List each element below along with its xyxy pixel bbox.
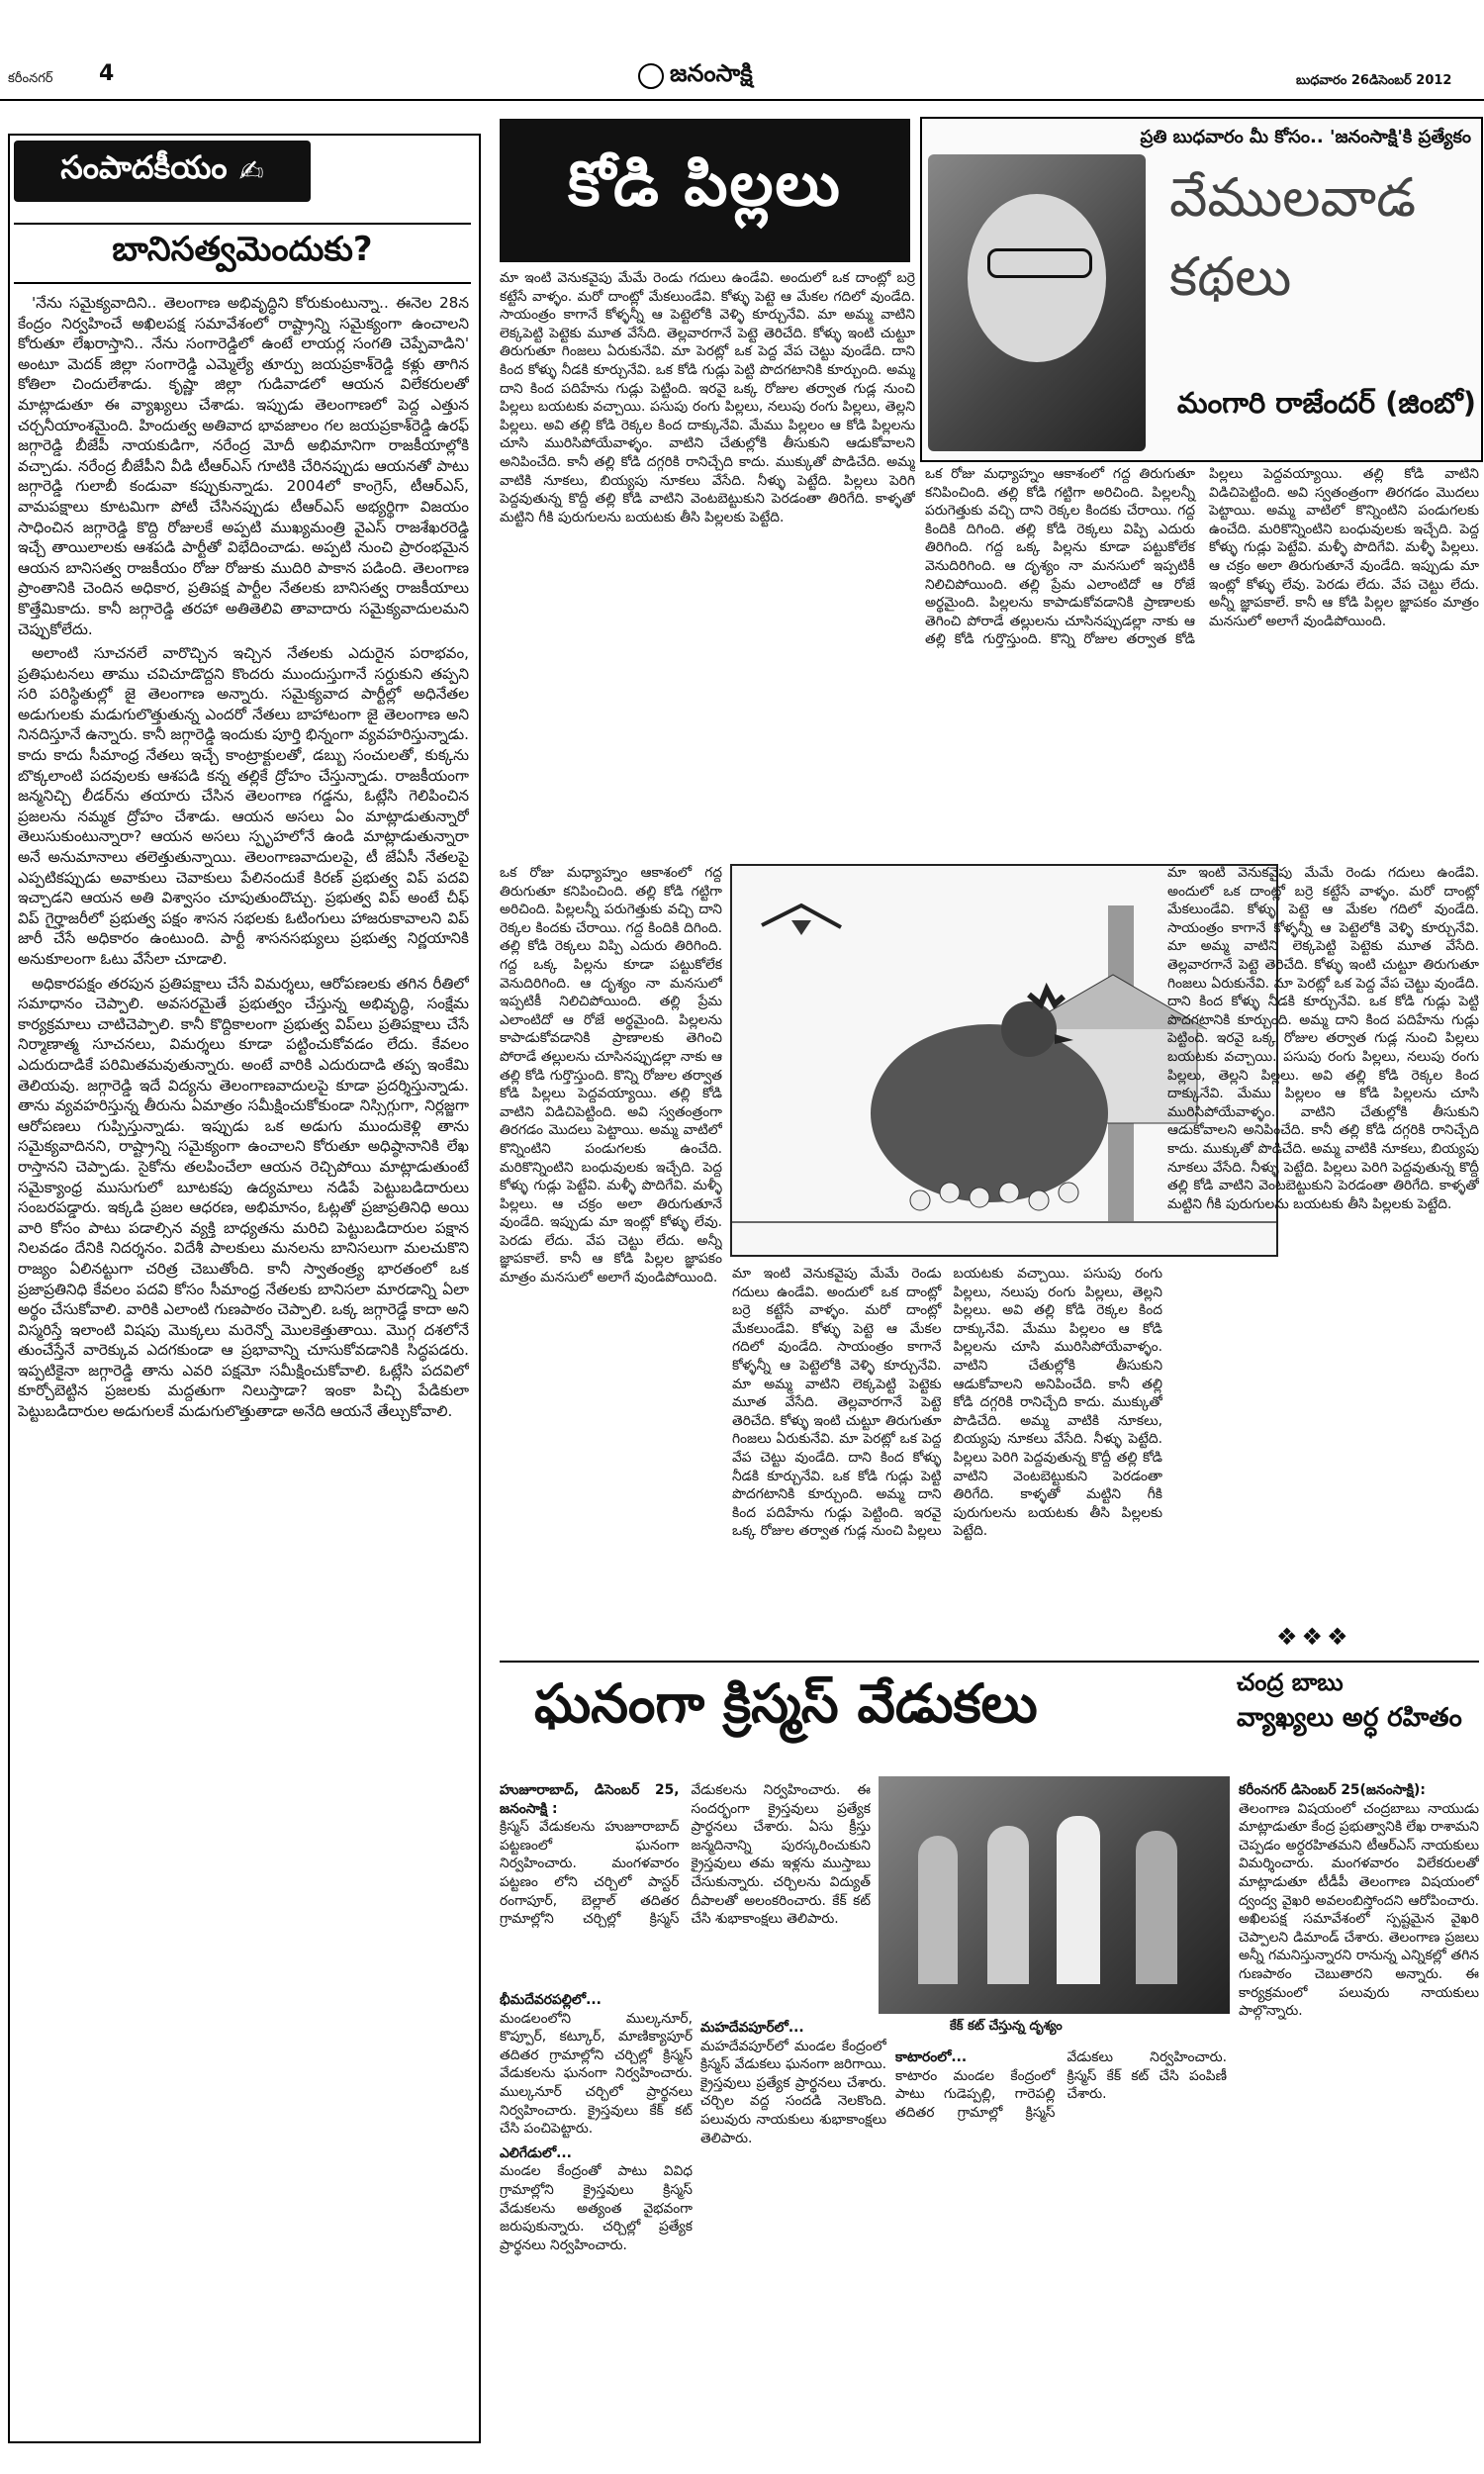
header-rule — [0, 99, 1484, 101]
christmas-subhead: ఎలిగేడులో... — [500, 2144, 572, 2161]
side-headline: వ్యాఖ్యలు అర్ధ రహితం — [1237, 1703, 1462, 1733]
masthead-title: జనంసాక్షి — [670, 59, 753, 87]
story-title: కోడి పిల్లలు — [568, 146, 842, 220]
header-location: కరీంనగర్ — [8, 71, 53, 86]
christmas-text: క్రిస్మస్ వేడుకలను హుజూరాబాద్ పట్టణంలో ఘనంగా నిర్వహించారు. మంగళవారం పట్టణం లోని చర్చిలో పాస్టర్ రంగాపూర్, బెల్లాల్ తదితర గ్రామాల్లోని చర్చిల్లో క్రిస్మస్ వేడుకలను నిర్వహించారు. ఈ సందర్భంగా క్రైస్తవులు ప్రత్యేక ప్రార్థనలు చేశారు. ఏసు క్రీస్తు జన్మదినాన్ని పురస్కరించుకుని క్రైస్తవులు తమ ఇళ్లను ముస్తాబు చేసుకున్నారు. చర్చిలను విద్యుత్ దీపాలతో అలంకరించారు. కేక్ కట్ చేసి శుభాకాంక్షలు తెలిపారు. — [500, 1782, 871, 1928]
christmas-text-5: కాటారం మండల కేంద్రంలో పాటు గుడెప్పల్లి, గారెపల్లి తదితర గ్రామాల్లో క్రిస్మస్ వేడుకలు నిర్వహించారు. క్రిస్మస్ కేక్ కట్ చేసి పంపిణీ చేశారు. — [895, 2049, 1227, 2121]
side-text: తెలంగాణ విషయంలో చంద్రబాబు నాయుడు మాట్లాడుతూ కేంద్ర ప్రభుత్వానికి లేఖ రాశామని చెప్పడం అర్ధరహితమని టీఆర్‌ఎస్ నాయకులు విమర్శించారు. మంగళవారం విలేకరులతో మాట్లాడుతూ టీడీపీ తెలంగాణ విషయంలో ద్వంద్వ వైఖరి అవలంబిస్తోందని ఆరోపించారు. అఖిలపక్ష సమావేశంలో స్పష్టమైన వైఖరి చెప్పాలని డిమాండ్ చేశారు. తెలంగాణ ప్రజలు అన్నీ గమనిస్తున్నారని రానున్న ఎన్నికల్లో తగిన గుణపాఠం చెబుతారని అన్నారు. ఈ కార్యక్రమంలో పలువురు నాయకులు పాల్గొన్నారు. — [1239, 1800, 1479, 2020]
christmas-subhead: కాటారంలో... — [895, 2049, 968, 2065]
editorial-headline: బానిసత్వమెందుకు? — [112, 230, 373, 269]
editorial-label-text: సంపాదకీయం — [60, 148, 228, 186]
story-text-bottom: మా ఇంటి వెనుకవైపు మేమే రెండు గదులు ఉండేవి. అందులో ఒక దాంట్లో బర్రె కట్టేసే వాళ్ళం. మరో దాంట్లో మేకలుండేవి. కోళ్ళు పెట్టె ఆ మేకల గదిలో వుండేది. సాయంత్రం కాగానే కోళ్ళన్నీ ఆ పెట్టెలోకి వెళ్ళి కూర్చునేవి. మా అమ్మ వాటిని లెక్కపెట్టి పెట్టెకు మూత వేసేది. తెల్లవారగానే పెట్టె తెరిచేది. కోళ్ళు ఇంటి చుట్టూ తిరుగుతూ గింజలు ఏరుకునేవి. మా పెరట్లో ఒక పెద్ద వేప చెట్టు వుండేది. దాని కింద కోళ్ళు నీడకి కూర్చునేవి. ఒక కోడి గుడ్లు పెట్టి పొదగటానికి కూర్చుంది. అమ్మ దాని కింద పదిహేను గుడ్లు పెట్టింది. ఇరవై ఒక్క రోజుల తర్వాత గుడ్ల నుంచి పిల్లలు బయటకు వచ్చాయి. పసుపు రంగు పిల్లలు, నలుపు రంగు పిల్లలు, తెల్లని పిల్లలు. అవి తల్లి కోడి రెక్కల కింద దాక్కునేవి. మేము పిల్లలం ఆ కోడి పిల్లలను చూసి మురిసిపోయేవాళ్ళం. వాటిని చేతుల్లోకి తీసుకుని ఆడుకోవాలని అనిపించేది. కానీ తల్లి కోడి దగ్గరికి రానిచ్చేది కాదు. ముక్కుతో పొడిచేది. అమ్మ వాటికి నూకలు, బియ్యపు నూకలు వేసేది. నీళ్ళు పెట్టేది. పిల్లలు పెరిగి పెద్దవుతున్న కొద్దీ తల్లి కోడి వాటిని వెంటబెట్టుకుని పెరడంతా తిరిగేది. కాళ్ళతో మట్టిని గీకి పురుగులను బయటకు తీసి పిల్లలకు పెట్టేది. — [732, 1266, 1162, 1540]
series-tag: ప్రతి బుధవారం మీ కోసం.. 'జనంసాక్షి'కి ప్రత్యేకం — [1140, 127, 1471, 147]
editorial-paragraph: అధికారపక్షం తరపున ప్రతిపక్షాలు చేసే విమర్శలు, ఆరోపణలకు తగిన రీతిలో సమాధానం చెప్పాలి. అవసరమైతే ప్రభుత్వం చేస్తున్న అభివృద్ధి, సంక్షేమ కార్యక్రమాలు చాటిచెప్పాలి. కానీ కొద్దికాలంగా ప్రభుత్వ విప్‌లు ప్రతిపక్షాలు చేసే నిర్మాణాత్మ సూచనలు, విమర్శలు కూడా పట్టించుకోవడం లేదు. కేవలం ఎదురుదాడికే పరిమితమవుతున్నారు. అంటే వారికి ఎదురుదాడి తప్ప ఇంకేమి తెలియవు. జగ్గారెడ్డి ఇదే విద్యను తెలంగాణవాదులపై కూడా ప్రదర్శిస్తున్నాడు. తాను వ్యవహరిస్తున్న తీరును ఏమాత్రం సమీక్షించుకోకుండా నిస్సిగ్గుగా, నిర్లజ్జగా ఆరోపణలు గుప్పిస్తున్నాడు. ఇప్పుడు ఒక అడుగు ముందుకెళ్లి తాను సమైక్యవాదినని, రాష్ట్రాన్ని సమైక్యంగా ఉంచాలని కోరుతూ అధిష్ఠానానికి లేఖ రాస్తానని చెప్పాడు. సైకోను తలపించేలా ఆయన రెచ్చిపోయి మాట్లాడుతుంటే సమైక్యాంధ్ర ముసుగులో బూటకపు ఉద్యమాలు నడిపే పెట్టుబడిదారులు సంబరపడ్డారు. ఇక్కడి ప్రజల ఆధరణ, అభిమానం, ఓట్లతో ప్రజాప్రతినిధి అయి వారి కోసం పాటు పడాల్సిన వ్యక్తి బాధ్యతను మరిచి పెట్టుబడిదారుల పక్షాన నిలవడం దేనికి నిదర్శనం. విదేశీ పాలకులు మనలను బానిసలుగా మలచుకొని రాజ్యం ఏలినట్టుగా చరిత్ర చెబుతోంది. కానీ స్వాతంత్ర్య భారతంలో ఒక ప్రజాప్రతినిధి కేవలం పదవి కోసం సీమాంధ్ర నేతలకు బానిసలా మారడాన్ని ఏలా అర్థం చేసుకోవాలి. వారికి ఎలాంటి గుణపాఠం చెప్పాలి. ఒక్క జగ్గారెడ్డే కాదా అని విస్మరిస్తే ఇలాంటి విషపు మొక్కలు మరెన్నో మొలకెత్తుతాయి. మొగ్గ దశలోనే తుంచేస్తేనే వారెక్కువ ఎదగకుండా ఆ ప్రభావాన్ని చూసుకోవడానికి సిద్ధపడరు. ఇప్పటికైనా జగ్గారెడ్డి తాను ఎవరి పక్షమో సమీక్షించుకోవాలి. ఓట్లేసి పదవిలో కూర్చోబెట్టిన ప్రజలకు మద్దతుగా నిలుస్తాడా? ఇంకా పిచ్చి పేడికులా పెట్టుబడిదారుల అడుగులకే మడుగులొత్తుతాడా అనేది ఆయనే తేల్చుకోవాలి. — [18, 974, 469, 1421]
christmas-text-4: మహదేవపూర్‌లో మండల కేంద్రంలో క్రిస్మస్ వేడుకలు ఘనంగా జరిగాయి. క్రైస్తవులు ప్రత్యేక ప్రార్థనలు చేశారు. చర్చిల వద్ద సందడి నెలకొంది. పలువురు నాయకులు శుభాకాంక్షలు తెలిపారు. — [700, 2038, 886, 2146]
christmas-photo-caption: కేక్ కట్ చేస్తున్న దృశ్యం — [950, 2019, 1063, 2034]
christmas-body — [500, 1781, 871, 1979]
masthead — [638, 59, 753, 93]
side-body — [1239, 1781, 1479, 2454]
christmas-headline: ఘనంగా క్రిస్మస్ వేడుకలు — [534, 1672, 1038, 1735]
christmas-col-2 — [700, 2019, 886, 2454]
christmas-col-1 — [500, 1991, 693, 2456]
editorial-rule-2 — [14, 282, 471, 284]
christmas-subhead: భీమదేవరపల్లిలో... — [500, 1992, 602, 2008]
author-photo — [928, 154, 1146, 451]
page-number: 4 — [99, 61, 115, 86]
story-author: మంగారి రాజేందర్ (జింబో) — [1176, 386, 1476, 420]
pen-icon: ✍ — [238, 153, 264, 189]
editorial-paragraph: 'నేను సమైక్యవాదిని.. తెలంగాణ అభివృద్ధిని కోరుకుంటున్నా.. ఈనెల 28న కేంద్రం నిర్వహించే అఖిలపక్ష సమావేశంలో రాష్ట్రాన్ని సమైక్యంగా ఉంచాలని కోరుతూ లేఖరాస్తాని.. నేను సంగారెడ్డిలో ఉంటే లాయర్ల సంగతి చెప్పేవాడిని' అంటూ మెదక్ జిల్లా సంగారెడ్డి ఎమ్మెల్యే తూర్పు జయప్రకాశ్‌రెడ్డి కళ్లు తాగిన కోతిలా చిందులేశాడు. కృష్ణా జిల్లా గుడివాడలో ఆయన విలేకరులతో మాట్లాడుతూ ఈ వ్యాఖ్యలు చేశాడు. ఇప్పుడు తెలంగాణలో పెద్ద ఎత్తున చర్చనీయాంశమైంది. హిందుత్వ అతివాద భావజాలం గల జయప్రకాశ్‌రెడ్డి ఉరఫ్ జగ్గారెడ్డి బీజేపీ నాయకుడిగా, నరేంద్ర మోదీ అభిమానిగా రాజకీయాల్లోకి వచ్చాడు. నరేంద్ర బీజేపీని వీడి టీఆర్‌ఎస్ గూటికి చేరినప్పుడు ఆయనతో పాటు జగ్గారెడ్డి గులాబీ కండువా కప్పుకున్నాడు. 2004లో కాంగ్రెస్, టీఆర్‌ఎస్, వామపక్షాలు కూటమిగా పోటీ చేసినప్పుడు టీఆర్‌ఎస్ అభ్యర్థిగా విజయం సాధించిన జగ్గారెడ్డి కొద్ది రోజులకే అప్పటి ముఖ్యమంత్రి వైఎస్ రాజశేఖరరెడ్డి ఇచ్చే తాయిలాలకు ఆశపడి పార్టీతో విభేదించాడు. అప్పటి నుంచి ప్రారంభమైన ఆయన బానిసత్వ రాజకీయం రోజు రోజుకు ముదిరి పాకాన పడింది. తెలంగాణ ప్రాంతానికి చెందిన అధికార, ప్రతిపక్ష పార్టీల నేతలకు బానిసత్వ రాజకీయాలు కొత్తేమికాదు. కానీ జగ్గారెడ్డి తరహా అతితెలివి తావాదారు సమైక్యవాదులమని చెప్పుకోలేదు. — [18, 294, 469, 638]
story-text-left-lower: ఒక రోజు మధ్యాహ్నం ఆకాశంలో గద్ద తిరుగుతూ కనిపించింది. తల్లి కోడి గట్టిగా అరిచింది. పిల్లలన్నీ పరుగెత్తుకు వచ్చి దాని రెక్కల కిందకు చేరాయి. గద్ద కిందికి దిగింది. తల్లి కోడి రెక్కలు విప్పి ఎదురు తిరిగింది. గద్ద ఒక్క పిల్లను కూడా పట్టుకోలేక వెనుదిరిగింది. ఆ దృశ్యం నా మనసులో ఇప్పటికీ నిలిచిపోయింది. తల్లి ప్రేమ ఎలాంటిదో ఆ రోజే అర్థమైంది. పిల్లలను కాపాడుకోవడానికి ప్రాణాలకు తెగించి పోరాడే తల్లులను చూసినప్పుడల్లా నాకు ఆ తల్లి కోడి గుర్తొస్తుంది. కొన్ని రోజుల తర్వాత కోడి పిల్లలు పెద్దవయ్యాయి. తల్లి కోడి వాటిని విడిచిపెట్టింది. అవి స్వతంత్రంగా తిరగడం మొదలు పెట్టాయి. అమ్మ వాటిలో కొన్నింటిని పండుగలకు ఉంచేది. మరికొన్నింటిని బంధువులకు ఇచ్చేది. పెద్ద కోళ్ళు గుడ్లు పెట్టేవి. మళ్ళీ పొదిగేవి. మళ్ళీ పిల్లలు. ఆ చక్రం అలా తిరుగుతూనే వుండేది. ఇప్పుడు మా ఇంట్లో కోళ్ళు లేవు. పెరడు లేదు. వేప చెట్టు లేదు. అన్నీ జ్ఞాపకాలే. కానీ ఆ కోడి పిల్లల జ్ఞాపకం మాత్రం మనసులో అలాగే వుండిపోయింది. — [500, 865, 722, 1286]
masthead-logo-icon — [638, 63, 664, 89]
editorial-rule — [14, 223, 471, 225]
story-title-box — [500, 119, 910, 262]
author-banner — [920, 117, 1483, 462]
christmas-text-2: మండలంలోని ముల్కనూర్, కొప్పూర్, కట్కూర్, మాణిక్యాపూర్ తదితర గ్రామాల్లోని చర్చిల్లో క్రిస్మస్ వేడుకలను ఘనంగా నిర్వహించారు. ముల్కనూర్ చర్చిలో ప్రార్థనలు నిర్వహించారు. క్రైస్తవులు కేక్ కట్ చేసి పంచిపెట్టారు. — [500, 2010, 693, 2138]
christmas-photo — [879, 1776, 1230, 2014]
section-rule — [500, 1661, 1479, 1663]
side-dateline: కరీంనగర్ డిసెంబర్ 25(జనంసాక్షి): — [1239, 1782, 1426, 1798]
story-text-right: ఒక రోజు మధ్యాహ్నం ఆకాశంలో గద్ద తిరుగుతూ కనిపించింది. తల్లి కోడి గట్టిగా అరిచింది. పిల్లలన్నీ పరుగెత్తుకు వచ్చి దాని రెక్కల కిందకు చేరాయి. గద్ద కిందికి దిగింది. తల్లి కోడి రెక్కలు విప్పి ఎదురు తిరిగింది. గద్ద ఒక్క పిల్లను కూడా పట్టుకోలేక వెనుదిరిగింది. ఆ దృశ్యం నా మనసులో ఇప్పటికీ నిలిచిపోయింది. తల్లి ప్రేమ ఎలాంటిదో ఆ రోజే అర్థమైంది. పిల్లలను కాపాడుకోవడానికి ప్రాణాలకు తెగించి పోరాడే తల్లులను చూసినప్పుడల్లా నాకు ఆ తల్లి కోడి గుర్తొస్తుంది. కొన్ని రోజుల తర్వాత కోడి పిల్లలు పెద్దవయ్యాయి. తల్లి కోడి వాటిని విడిచిపెట్టింది. అవి స్వతంత్రంగా తిరగడం మొదలు పెట్టాయి. అమ్మ వాటిలో కొన్నింటిని పండుగలకు ఉంచేది. మరికొన్నింటిని బంధువులకు ఇచ్చేది. పెద్ద కోళ్ళు గుడ్లు పెట్టేవి. మళ్ళీ పొదిగేవి. మళ్ళీ పిల్లలు. ఆ చక్రం అలా తిరుగుతూనే వుండేది. ఇప్పుడు మా ఇంట్లో కోళ్ళు లేవు. పెరడు లేదు. వేప చెట్టు లేదు. అన్నీ జ్ఞాపకాలే. కానీ ఆ కోడి పిల్లల జ్ఞాపకం మాత్రం మనసులో అలాగే వుండిపోయింది. — [925, 466, 1479, 648]
christmas-subhead: మహదేవపూర్‌లో... — [700, 2020, 804, 2036]
series-name: వేములవాడ కథలు — [1169, 166, 1417, 308]
side-byline: చంద్ర బాబు — [1237, 1668, 1344, 1696]
story-text-far-right: మా ఇంటి వెనుకవైపు మేమే రెండు గదులు ఉండేవి. అందులో ఒక దాంట్లో బర్రె కట్టేసే వాళ్ళం. మరో దాంట్లో మేకలుండేవి. కోళ్ళు పెట్టె ఆ మేకల గదిలో వుండేది. సాయంత్రం కాగానే కోళ్ళన్నీ ఆ పెట్టెలోకి వెళ్ళి కూర్చునేవి. మా అమ్మ వాటిని లెక్కపెట్టి పెట్టెకు మూత వేసేది. తెల్లవారగానే పెట్టె తెరిచేది. కోళ్ళు ఇంటి చుట్టూ తిరుగుతూ గింజలు ఏరుకునేవి. మా పెరట్లో ఒక పెద్ద వేప చెట్టు వుండేది. దాని కింద కోళ్ళు నీడకి కూర్చునేవి. ఒక కోడి గుడ్లు పెట్టి పొదగటానికి కూర్చుంది. అమ్మ దాని కింద పదిహేను గుడ్లు పెట్టింది. ఇరవై ఒక్క రోజుల తర్వాత గుడ్ల నుంచి పిల్లలు బయటకు వచ్చాయి. పసుపు రంగు పిల్లలు, నలుపు రంగు పిల్లలు, తెల్లని పిల్లలు. అవి తల్లి కోడి రెక్కల కింద దాక్కునేవి. మేము పిల్లలం ఆ కోడి పిల్లలను చూసి మురిసిపోయేవాళ్ళం. వాటిని చేతుల్లోకి తీసుకుని ఆడుకోవాలని అనిపించేది. కానీ తల్లి కోడి దగ్గరికి రానిచ్చేది కాదు. ముక్కుతో పొడిచేది. అమ్మ వాటికి నూకలు, బియ్యపు నూకలు వేసేది. నీళ్ళు పెట్టేది. పిల్లలు పెరిగి పెద్దవుతున్న కొద్దీ తల్లి కోడి వాటిని వెంటబెట్టుకుని పెరడంతా తిరిగేది. కాళ్ళతో మట్టిని గీకి పురుగులను బయటకు తీసి పిల్లలకు పెట్టేది. — [1167, 865, 1479, 1212]
editorial-section-label — [14, 141, 311, 202]
story-end-mark: ❖❖❖ — [1276, 1623, 1352, 1651]
christmas-dateline: హుజూరాబాద్, డిసెంబర్ 25, జనంసాక్షి : — [500, 1782, 680, 1817]
story-text-top: మా ఇంటి వెనుకవైపు మేమే రెండు గదులు ఉండేవి. అందులో ఒక దాంట్లో బర్రె కట్టేసే వాళ్ళం. మరో దాంట్లో మేకలుండేవి. కోళ్ళు పెట్టె ఆ మేకల గదిలో వుండేది. సాయంత్రం కాగానే కోళ్ళన్నీ ఆ పెట్టెలోకి వెళ్ళి కూర్చునేవి. మా అమ్మ వాటిని లెక్కపెట్టి పెట్టెకు మూత వేసేది. తెల్లవారగానే పెట్టె తెరిచేది. కోళ్ళు ఇంటి చుట్టూ తిరుగుతూ గింజలు ఏరుకునేవి. మా పెరట్లో ఒక పెద్ద వేప చెట్టు వుండేది. దాని కింద కోళ్ళు నీడకి కూర్చునేవి. ఒక కోడి గుడ్లు పెట్టి పొదగటానికి కూర్చుంది. అమ్మ దాని కింద పదిహేను గుడ్లు పెట్టింది. ఇరవై ఒక్క రోజుల తర్వాత గుడ్ల నుంచి పిల్లలు బయటకు వచ్చాయి. పసుపు రంగు పిల్లలు, నలుపు రంగు పిల్లలు, తెల్లని పిల్లలు. అవి తల్లి కోడి రెక్కల కింద దాక్కునేవి. మేము పిల్లలం ఆ కోడి పిల్లలను చూసి మురిసిపోయేవాళ్ళం. వాటిని చేతుల్లోకి తీసుకుని ఆడుకోవాలని అనిపించేది. కానీ తల్లి కోడి దగ్గరికి రానిచ్చేది కాదు. ముక్కుతో పొడిచేది. అమ్మ వాటికి నూకలు, బియ్యపు నూకలు వేసేది. నీళ్ళు పెట్టేది. పిల్లలు పెరిగి పెద్దవుతున్న కొద్దీ తల్లి కోడి వాటిని వెంటబెట్టుకుని పెరడంతా తిరిగేది. కాళ్ళతో మట్టిని గీకి పురుగులను బయటకు తీసి పిల్లలకు పెట్టేది. — [500, 270, 915, 525]
editorial-paragraph: అలాంటి సూచనలే వారొచ్చిన ఇచ్చిన నేతలకు ఎదురైన పరాభవం, ప్రతిఘటనలు తాము చవిచూడొద్దని కొందరు ముందుస్తుగానే సర్దుకుని తప్పని సరి పరిస్థితుల్లో జై తెలంగాణ అన్నారు. సమైక్యవాద పార్టీల్లో అధినేతల అడుగులకు మడుగులొత్తుతున్న ఎందరో నేతలు బాహాటంగా జై తెలంగాణ అని నినదిస్తూనే ఉన్నారు. కానీ జగ్గారెడ్డి ఇందుకు పూర్తి భిన్నంగా వ్యవహరిస్తున్నాడు. కాదు కాదు సీమాంధ్ర నేతలు ఇచ్చే కాంట్రాక్టులతో, డబ్బు సంచులతో, కుక్కను బొక్కలాంటి పదవులకు ఆశపడి కన్న తల్లికే ద్రోహం చేస్తున్నాడు. రాజకీయంగా జన్మనిచ్చి లీడర్‌ను తయారు చేసిన తెలంగాణ గడ్డను, ఓట్లేసి గెలిపించిన ప్రజలను నమ్మక ద్రోహం చేశాడు. ఆయన అసలు ఏం మాట్లాడుతున్నారో తెలుసుకుంటున్నారా? ఆయన అసలు స్పృహలోనే ఉండి మాట్లాడుతున్నారా అనే అనుమానాలు తలెత్తుతున్నాయి. తెలంగాణవాదులపై, టీ జేఏసీ నేతలపై ఎప్పటికప్పుడు అవాకులు చెవాకులు పేలినందుకే కిరణ్ ప్రభుత్వ విప్ పదవి ఇచ్చాడని ఆయన అతి విశ్వాసం చూపుతుందొచ్చు. ప్రభుత్వ విప్ అంటే చీఫ్ విప్ గైర్హాజరీలో ప్రభుత్వ పక్షం శాసన సభలకు ఓటింగులు హాజరుకావాలని విప్ జారీ చేసే అధికారం ఉంటుంది. పార్టీ శాసనసభ్యులు ప్రభుత్వ నిర్ణయానికి అనుకూలంగా ఓటు వేసేలా చూడాలి. — [18, 644, 469, 968]
christmas-col-3 — [895, 2048, 1227, 2454]
editorial-body — [18, 293, 469, 2430]
christmas-text-3: మండల కేంద్రంతో పాటు వివిధ గ్రామాల్లోని క్రైస్తవులు క్రిస్మస్ వేడుకలను అత్యంత వైభవంగా జరుపుకున్నారు. చర్చిల్లో ప్రత్యేక ప్రార్థనలు నిర్వహించారు. — [500, 2163, 693, 2253]
header-date: బుధవారం 26డిసెంబర్ 2012 — [1296, 73, 1452, 88]
